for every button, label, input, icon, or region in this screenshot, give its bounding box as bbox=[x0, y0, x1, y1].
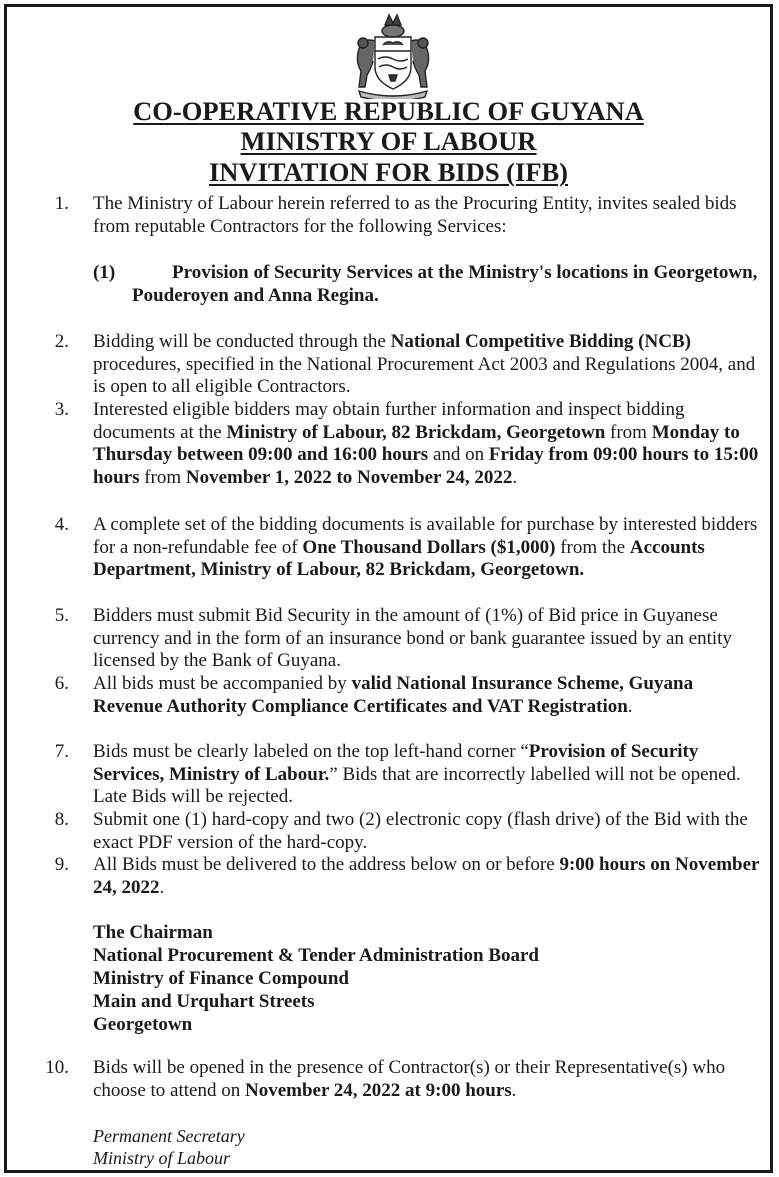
item-6-text: All bids must be accompanied by valid National Insurance Scheme, Guyana Revenue Authority Compliance Certificates and VAT Registration. bbox=[93, 673, 694, 717]
address-line: National Procurement & Tender Administration Board bbox=[93, 945, 539, 966]
item-9-text: All Bids must be delivered to the address below on or before 9:00 hours on November 24, 2022. bbox=[93, 854, 760, 898]
item-number: 3. bbox=[54, 399, 69, 420]
item-5-text: Bidders must submit Bid Security in the amount of (1%) of Bid price in Guyanese currency and in the form of an insurance bond or bank guarantee issued by an entity licensed by the Bank of Guyana. bbox=[93, 605, 732, 672]
item-number: 8. bbox=[54, 809, 69, 830]
item-7-text: Bids must be clearly labeled on the top left-hand corner “Provision of Security Services, Ministry of Labour.” Bids that are incorrectly labelled will not be opened. Late Bids will be rejected. bbox=[93, 741, 741, 808]
item-4-text: A complete set of the bidding documents is available for purchase by interested bidders for a non-refundable fee of One Thousand Dollars ($1,000) from the Accounts Department, Ministry of Labour, 82 Brickdam, Georgetown. bbox=[93, 514, 758, 581]
item-number: 2. bbox=[54, 331, 69, 352]
item-8-text: Submit one (1) hard-copy and two (2) electronic copy (flash drive) of the Bid with the exact PDF version of the hard-copy. bbox=[93, 809, 748, 853]
header-country: CO-OPERATIVE REPUBLIC OF GUYANA bbox=[133, 96, 644, 126]
address-line: Main and Urquhart Streets bbox=[93, 991, 315, 1012]
item-2-text: Bidding will be conducted through the National Competitive Bidding (NCB) procedures, specified in the National Procurement Act 2003 and Regulations 2004, and is open to all eligible Contractors. bbox=[93, 331, 756, 398]
item-number: 1. bbox=[54, 193, 69, 214]
header-ifb-title: INVITATION FOR BIDS (IFB) bbox=[208, 157, 569, 187]
coat-of-arms-logo bbox=[345, 11, 441, 99]
signatory-title: Permanent Secretary bbox=[93, 1126, 245, 1146]
item-number: 9. bbox=[54, 854, 69, 875]
item-number: 10. bbox=[45, 1057, 69, 1078]
header-ministry: MINISTRY OF LABOUR bbox=[240, 126, 537, 156]
address-line: Georgetown bbox=[93, 1014, 193, 1035]
ifb-notice bbox=[4, 4, 773, 1173]
item-10-text: Bids will be opened in the presence of Contractor(s) or their Representative(s) who choose to attend on November 24, 2022 at 9:00 hours. bbox=[93, 1057, 726, 1101]
sub-item-number: (1) bbox=[93, 262, 116, 283]
signatory-ministry: Ministry of Labour bbox=[93, 1148, 231, 1168]
address-line: Ministry of Finance Compound bbox=[93, 968, 349, 989]
sub-item-text: Provision of Security Services at the Ministry's locations in Georgetown, Pouderoyen and Anna Regina. bbox=[132, 262, 758, 306]
item-number: 5. bbox=[54, 605, 69, 626]
item-number: 6. bbox=[54, 673, 69, 694]
address-line: The Chairman bbox=[93, 922, 213, 943]
item-1-text: The Ministry of Labour herein referred to as the Procuring Entity, invites sealed bids from reputable Contractors for the following Services: bbox=[93, 193, 737, 237]
item-number: 4. bbox=[54, 514, 69, 535]
item-number: 7. bbox=[54, 741, 69, 762]
item-3-text: Interested eligible bidders may obtain further information and inspect bidding documents at the Ministry of Labour, 82 Brickdam, Georgetown from Monday to Thursday between 09:00 and 16:00 hours and on Friday from 09:00 hours to 15:00 hours from November 1, 2022 to November 24, 2022. bbox=[93, 399, 759, 489]
